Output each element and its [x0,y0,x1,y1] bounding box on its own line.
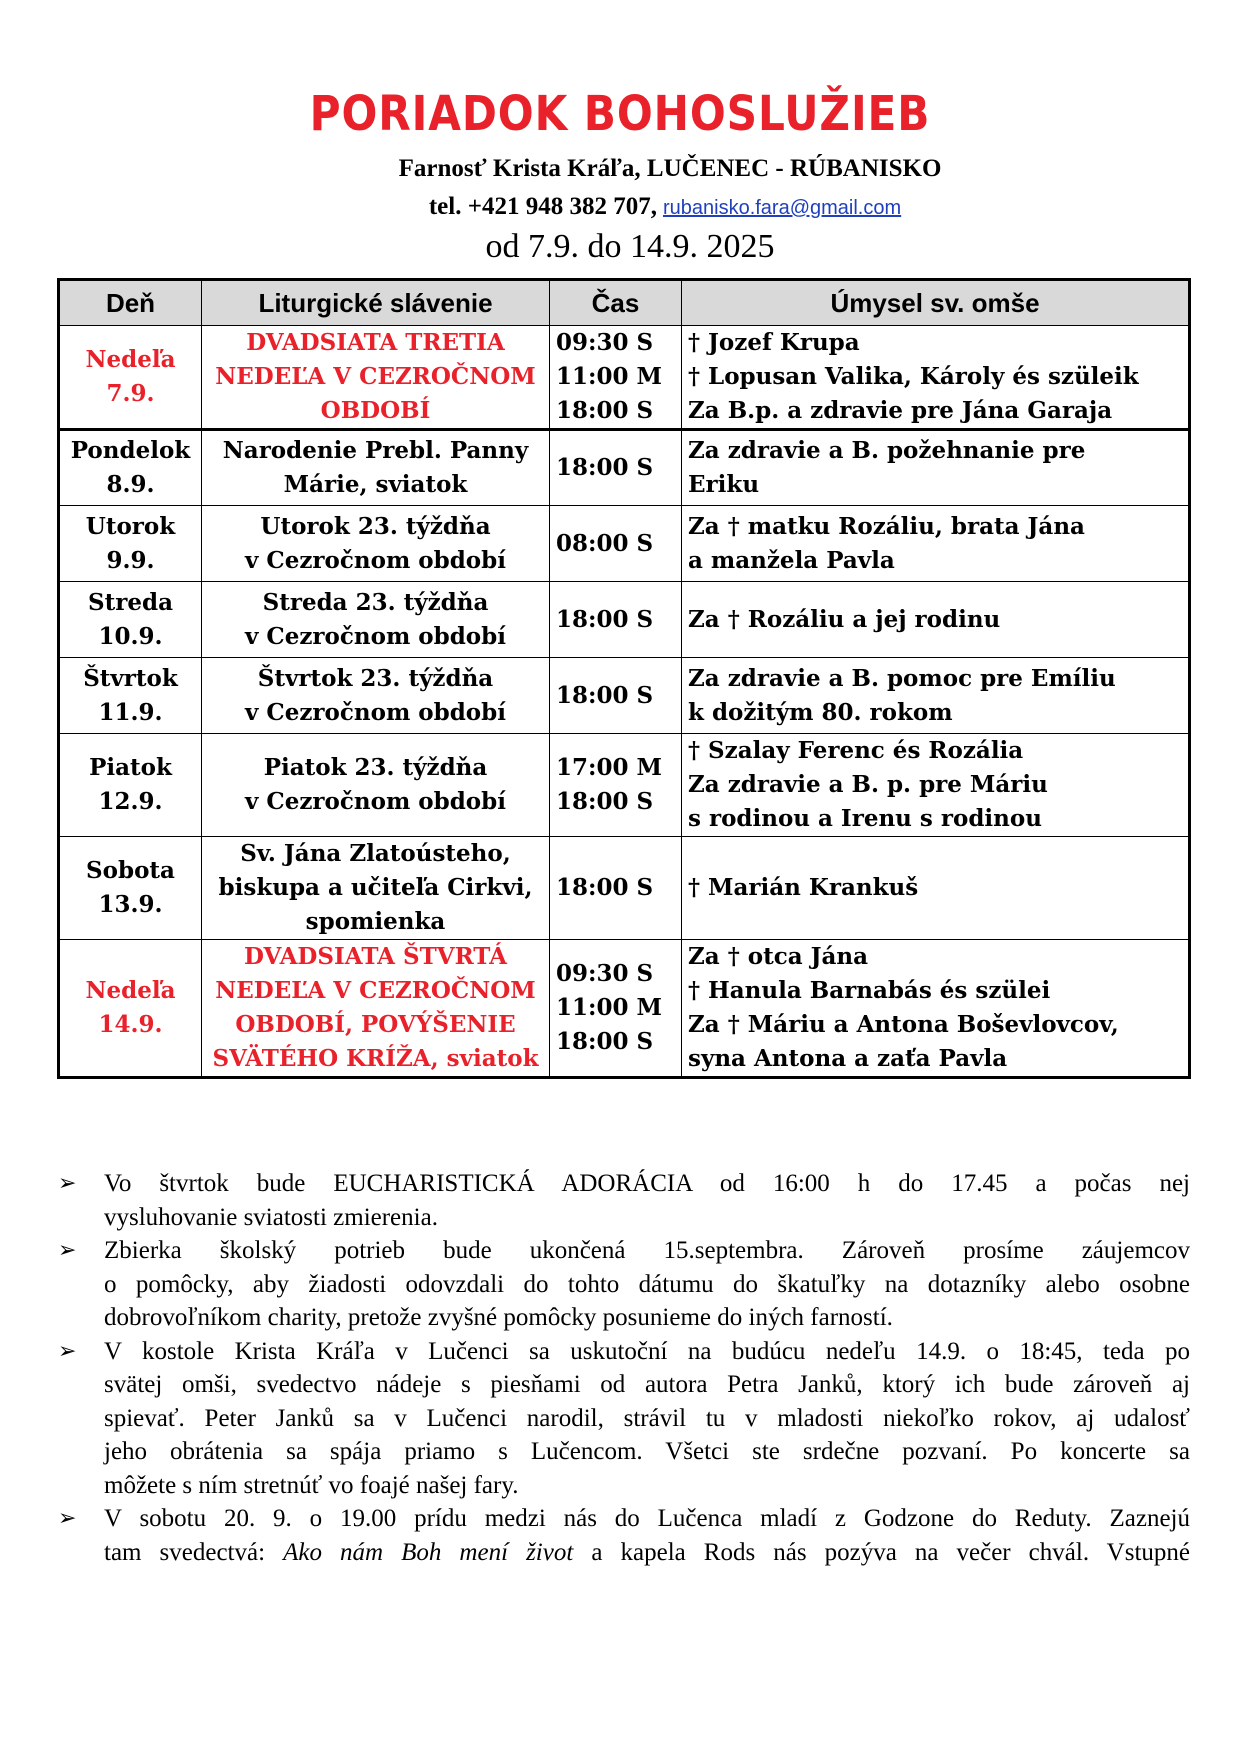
email-link[interactable]: rubanisko.fara@gmail.com [662,197,902,219]
time-line: 18:00 S [556,397,654,424]
day-cell [59,326,202,430]
celebration-line: Streda 23. týždňa [262,588,489,616]
celebration-line: OBDOBÍ [320,397,431,424]
header-celebration: Liturgické slávenie [202,280,550,326]
celebration-line: spomienka [305,908,446,935]
time-cell [550,582,682,658]
text-segment: tam svedectvá: [104,1538,284,1566]
celebration-cell [202,582,550,658]
schedule-row [59,430,1190,506]
celebration-cell [202,940,550,1078]
day-cell [59,658,202,734]
header-intention: Úmysel sv. omše [682,280,1190,326]
celebration-line: v Cezročnom období [245,788,506,815]
schedule-row [59,506,1190,582]
celebration-line: biskupa a učiteľa Cirkvi, [218,874,533,901]
intention-line: k dožitým 80. rokom [688,698,953,726]
day-line: Štvrtok [83,664,178,692]
day-line: 11.9. [98,698,163,726]
time-line: 18:00 S [556,454,654,481]
announcement-line: dobrovoľníkom charity, pretože zvyšné pomôcky posunieme do iných farností. [104,1304,893,1331]
intention-line: Za zdravie a B. p. pre Máriu [688,771,1048,798]
announcement-line: o pomôcky, aby žiadosti odovzdali do tohto dátumu do škatuľky na dotazníky alebo osobne [104,1270,1190,1298]
announcement-line: svätej omši, svedectvo nádeje s piesňami od autora Petra Janků, ktorý ich bude zároveň aj [104,1371,1190,1398]
intention-line: Za † Máriu a Antona Boševlovcov, [688,1011,1119,1038]
day-line: Pondelok [70,437,191,464]
intention-line: † Szalay Ferenc és Rozália [688,737,1024,764]
intention-line: † Hanula Barnabás és szülei [688,977,1051,1004]
celebration-line: v Cezročnom období [245,546,506,574]
celebration-line: Narodenie Prebl. Panny [222,437,529,464]
day-line: 8.9. [106,471,155,498]
day-line: Utorok [85,512,176,540]
schedule-row [59,837,1190,940]
day-cell [59,940,202,1078]
celebration-line: NEDEĽA V CEZROČNOM [215,977,536,1004]
intention-cell [682,837,1190,940]
time-line: 11:00 M [556,363,662,390]
time-line: 18:00 S [556,605,654,633]
day-line: Nedeľa [85,346,176,373]
table-header-row [59,280,1190,326]
text-segment: a kapela Rods nás pozýva na večer chvál. Vstupné [573,1538,1190,1566]
celebration-line: NEDEĽA V CEZROČNOM [215,363,536,390]
intention-line: Za zdravie a B. požehnanie pre [688,437,1086,464]
intention-line: Za zdravie a B. pomoc pre Emíliu [688,664,1116,692]
intention-line: † Jozef Krupa [688,329,860,356]
celebration-line: Márie, sviatok [283,471,468,498]
intention-line: Za † Rozáliu a jej rodinu [688,605,1001,633]
celebration-line: DVADSIATA TRETIA [246,329,505,356]
day-line: Nedeľa [85,977,176,1004]
intention-cell [682,506,1190,582]
intention-cell [682,430,1190,506]
announcements-list [58,1167,1190,1569]
day-cell [59,734,202,837]
celebration-line: Štvrtok 23. týždňa [257,664,494,692]
page-title: PORIADOK BOHOSLUŽIEB [309,86,931,142]
time-line: 18:00 S [556,788,654,815]
day-cell [59,582,202,658]
time-line: 11:00 M [556,994,662,1021]
intention-cell [682,326,1190,430]
schedule-row [59,326,1190,430]
celebration-line: Sv. Jána Zlatoústeho, [240,840,511,867]
celebration-cell [202,734,550,837]
intention-line: Za † otca Jána [688,943,869,970]
announcement-line: jeho obrátenia sa spája priamo s Lučencom. Všetci ste srdečne pozvaní. Po koncerte sa [104,1438,1190,1465]
day-line: 10.9. [98,622,163,650]
time-line: 09:30 S [556,960,654,987]
date-range: od 7.9. do 14.9. 2025 [485,228,775,265]
celebration-cell [202,837,550,940]
announcement-item [58,1234,1190,1335]
announcement-line: V kostole Krista Kráľa v Lučenci sa uskutoční na budúcu nedeľu 14.9. o 18:45, teda po [104,1337,1190,1365]
intention-cell [682,582,1190,658]
intention-line: Eriku [688,471,760,498]
celebration-cell [202,658,550,734]
day-line: Sobota [86,857,175,884]
schedule-row [59,658,1190,734]
intention-line: † Marián Krankuš [688,874,919,901]
time-line: 08:00 S [556,529,654,557]
contact-line [0,193,1240,221]
intention-cell [682,940,1190,1078]
italic-segment: Ako nám Boh mení život [283,1538,574,1566]
day-cell [59,506,202,582]
announcement-line: Vo štvrtok bude EUCHARISTICKÁ ADORÁCIA od 16:00 h do 17.45 a počas nej [104,1170,1190,1197]
announcement-item [58,1335,1190,1503]
celebration-line: Piatok 23. týždňa [263,754,488,781]
intention-line: syna Antona a zaťa Pavla [688,1045,1008,1072]
intention-cell [682,734,1190,837]
header-day: Deň [59,280,202,326]
arrow-bullet-icon: ➢ [58,1338,77,1364]
celebration-line: v Cezročnom období [245,622,506,650]
time-cell [550,837,682,940]
time-cell [550,506,682,582]
intention-line: a manžela Pavla [688,546,895,574]
header-time: Čas [550,280,682,326]
announcement-line: vysluhovanie sviatosti zmierenia. [104,1203,438,1231]
celebration-line: Utorok 23. týždňa [260,512,491,540]
time-cell [550,940,682,1078]
intention-line: s rodinou a Irenu s rodinou [688,805,1042,832]
day-cell [59,430,202,506]
announcement-line [104,1536,1190,1570]
time-cell [550,658,682,734]
celebration-line: v Cezročnom období [245,698,506,726]
mass-schedule-table [57,278,1191,1079]
arrow-bullet-icon: ➢ [58,1238,77,1263]
intention-cell [682,658,1190,734]
day-line: Streda [88,588,173,616]
celebration-cell [202,430,550,506]
celebration-line: DVADSIATA ŠTVRTÁ [243,943,508,970]
time-cell [550,734,682,837]
schedule-row [59,582,1190,658]
announcement-line: V sobotu 20. 9. o 19.00 prídu medzi nás do Lučenca mladí z Godzone do Reduty. Zaznejú [104,1505,1190,1532]
time-line: 18:00 S [556,681,654,709]
announcement-item [58,1502,1190,1569]
announcement-line: spievať. Peter Janků sa v Lučenci narodil, strávil tu v mladosti niekoľko rokov, aj udalosť [104,1404,1190,1432]
time-cell [550,326,682,430]
phone-number: tel. +421 948 382 707, [428,193,657,220]
time-line: 17:00 M [556,754,662,781]
schedule-row [59,734,1190,837]
announcement-line: môžete s ním stretnúť vo foajé našej fary. [104,1471,519,1499]
time-cell [550,430,682,506]
announcement-line: Zbierka školský potrieb bude ukončená 15.septembra. Zároveň prosíme záujemcov [104,1237,1190,1264]
celebration-line: SVÄTÉHO KRÍŽA, sviatok [212,1045,539,1072]
time-line: 09:30 S [556,329,654,356]
day-line: 13.9. [98,891,163,918]
arrow-bullet-icon: ➢ [58,1171,77,1196]
celebration-cell [202,326,550,430]
intention-line: † Lopusan Valika, Károly és szüleik [688,363,1139,390]
day-line: 7.9. [106,380,155,407]
arrow-bullet-icon: ➢ [58,1506,77,1531]
intention-line: Za B.p. a zdravie pre Jána Garaja [688,397,1113,424]
day-line: 9.9. [106,546,155,574]
celebration-line: OBDOBÍ, POVÝŠENIE [235,1011,516,1038]
time-line: 18:00 S [556,874,654,901]
time-line: 18:00 S [556,1028,654,1055]
day-line: 14.9. [98,1011,163,1038]
day-cell [59,837,202,940]
celebration-cell [202,506,550,582]
day-line: 12.9. [98,788,163,815]
intention-line: Za † matku Rozáliu, brata Jána [688,512,1085,540]
day-line: Piatok [89,754,172,781]
schedule-row [59,940,1190,1078]
parish-name: Farnosť Krista Kráľa, LUČENEC - RÚBANISKO [398,155,942,182]
announcement-item [58,1167,1190,1234]
